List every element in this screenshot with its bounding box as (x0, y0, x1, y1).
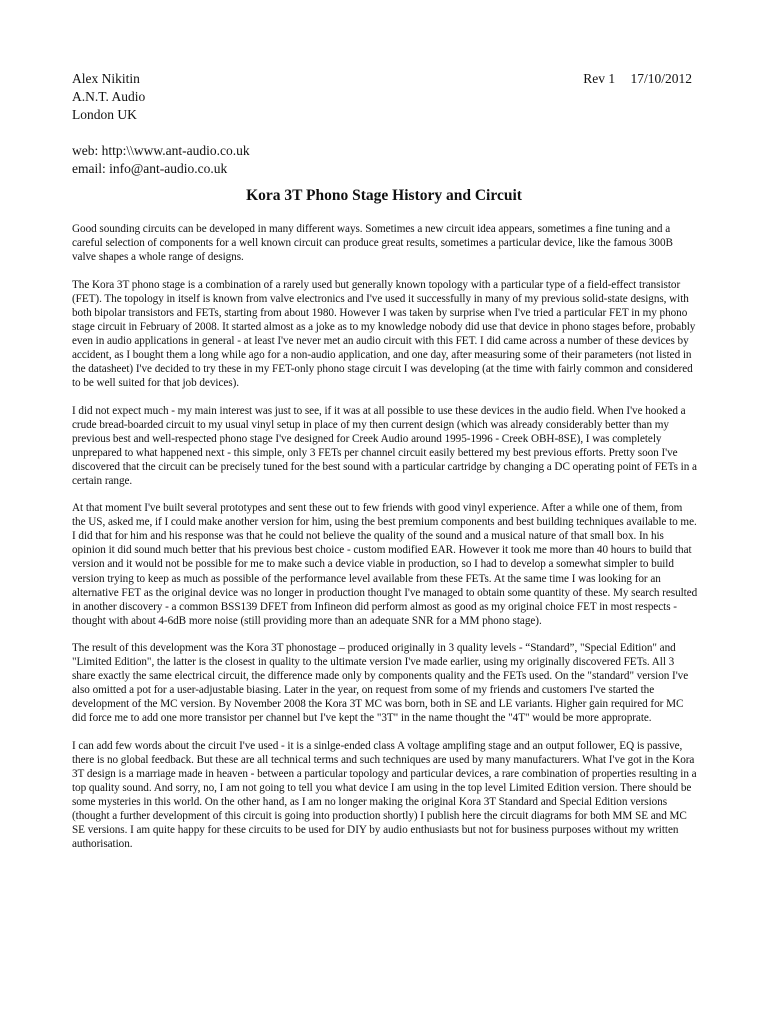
author-name: Alex Nikitin (72, 71, 140, 86)
web-address: web: http:\\www.ant-audio.co.uk (72, 143, 250, 158)
spacer (72, 124, 250, 142)
revision-block (583, 70, 692, 88)
revision-label: Rev 1 (583, 71, 616, 86)
author-block (72, 70, 250, 178)
paragraph: I can add few words about the circuit I've used - it is a sinlge-ended class A voltage amplifing stage and an output follower, EQ is passive, there is no global feedback. But these are all technical terms and such techniques are used by many manufacturers. What I've got in the Kora 3T design is a marriage made in heaven - between a particular topology and particular devices, a rare combination of properties resulting in a top quality sound. And sorry, no, I am not going to tell you what device I am using in the top level Limited Edition version. There should be some mysteries in this world. On the other hand, as I am no longer making the original Kora 3T Standard and Special Edition versions (thought a further development of this circuit is going into production shortly) I publish here the circuit diagrams for both MM SE and MC SE versions. I am quite happy for these circuits to be used for DIY by audio enthusiasts but not for business purposes without my written authorisation. (72, 740, 697, 851)
revision-date: 17/10/2012 (630, 71, 692, 86)
document-body (72, 222, 698, 865)
paragraph: I did not expect much - my main interest was just to see, if it was at all possible to use these devices in the audio field. When I've hooked a crude bread-boarded circuit to my usual vinyl setup in place of my then current design (which was already considerably better than my previous best and well-respected phono stage I've designed for Creek Audio around 1995-1996 - Creek OBH-8SE), I was completely unprepared to what happened next - this simple, only 3 FETs per channel circuit easily bettered my best previous efforts. Pretty soon I've discovered that the circuit can be precisely tuned for the best sound with a particular cartridge by changing a DC operating point of FETs in a certain range. (72, 404, 697, 487)
paragraph: The result of this development was the Kora 3T phonostage – produced originally in 3 quality levels - “Standard”, "Special Edition" and "Limited Edition", the latter is the closest in quality to the ultimate version I've made earlier, using my originally discovered FETs. All 3 share exactly the same electrical circuit, the difference made only by components quality and the FETs used. On the "standard" version I've also omitted a pot for a user-adjustable biasing. Later in the year, on request from some of my friends and customers I've started the development of the MC version. By November 2008 the Kora 3T MC was born, both in SE and LE variants. Higher gain required for MC did force me to add one more transistor per channel but I've kept the "3T" in the name thought the "4T" would be more approprate. (72, 642, 689, 725)
company-name: A.N.T. Audio (72, 89, 146, 104)
paragraph: The Kora 3T phono stage is a combination of a rarely used but generally known topology with a particular type of a field-effect transistor (FET). The topology in itself is known from valve electronics and I've used it successfully in many of my previous solid-state designs, with both bipolar transistors and FETs, starting from about 1980. However I was taken by surprise when I've tried a particular FET in my phono stage circuit in February of 2008. It started almost as a joke as to my knowledge nobody did use that device in phono stages before, probably even in audio applications in general - at least I've never met an audio circuit with this FET. I did came across a number of these devices by accident, as I bought them a long while ago for a non-audio application, and one day, after measuring some of their parameters (not listed in the datasheet) I've decided to try these in my FET-only phono stage circuit I was developing (at the time with fairly common and considered to be well suited for that job devices). (72, 278, 696, 389)
author-location: London UK (72, 107, 137, 122)
email-address: email: info@ant-audio.co.uk (72, 161, 228, 176)
document-title: Kora 3T Phono Stage History and Circuit (246, 187, 522, 204)
paragraph: Good sounding circuits can be developed in many different ways. Sometimes a new circuit idea appears, sometimes a fine tuning and a careful selection of components for a well known circuit can produce great results, sometimes a particular device, like the famous 300B valve shapes a whole range of designs. (72, 223, 673, 264)
paragraph: At that moment I've built several prototypes and sent these out to few friends with good vinyl experience. After a while one of them, from the US, asked me, if I could make another version for him, using the best premium components and best building techniques available to me. I did that for him and his response was that he could not believe the quality of the sound and a musical nature of that small box. In his opinion it did sound much better that his previous best choice - custom modified EAR. However it took me more than 40 hours to build that version and it would not be possible for me to make such a device viable in production, so I had to develop a somewhat simpler to build version trying to keep as much as possible of the performance level available from these FETs. At the same time I was looking for an alternative FET as the original device was no longer in production thought I've managed to obtain some quantity of these. My search resulted in another discovery - a common BSS139 DFET from Infineon did perform almost as good as my original choice FET in most respects - thought with about 4-6dB more noise (still providing more than an adequate SNR for a MM phono stage). (72, 502, 698, 627)
